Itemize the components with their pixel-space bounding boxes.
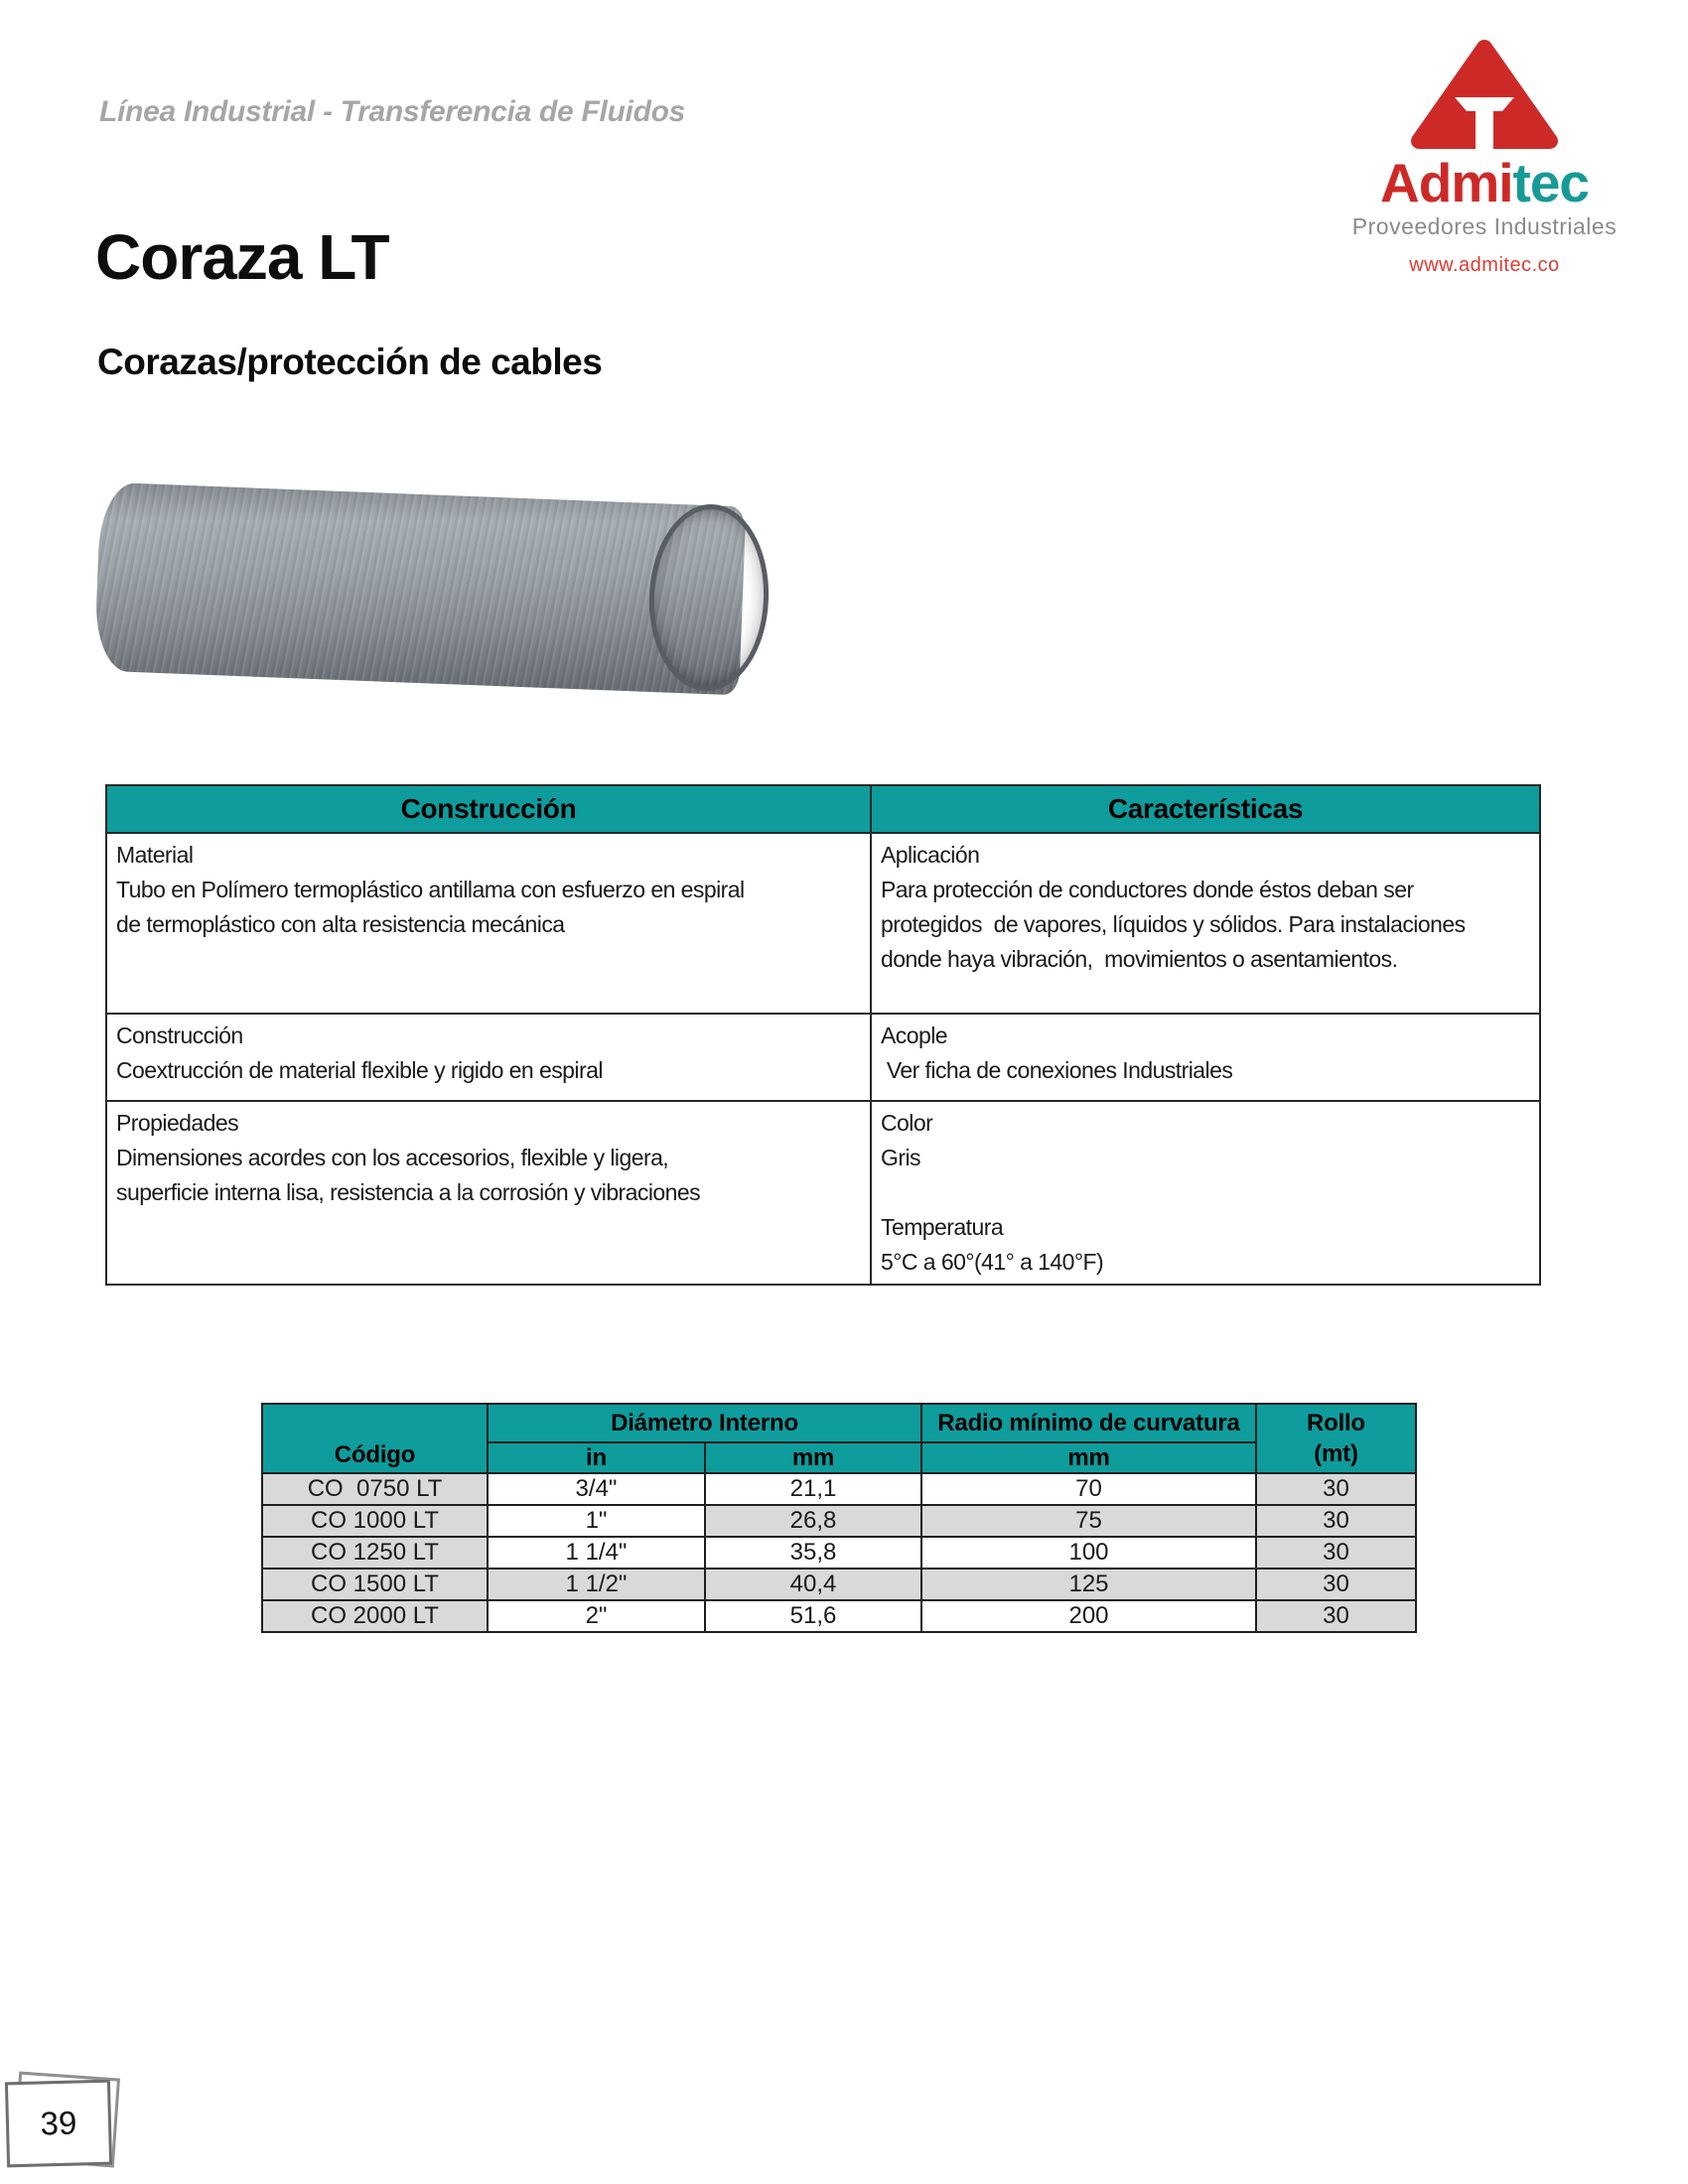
- logo-triangle-icon: [1409, 36, 1560, 153]
- text-line: Para protección de conductores donde éstos deban ser: [881, 877, 1414, 902]
- table-row: [106, 1014, 1540, 1101]
- brand-part-red: Admi: [1380, 152, 1513, 213]
- page-title: Coraza LT: [95, 221, 389, 293]
- cell-codigo: CO 1000 LT: [262, 1505, 488, 1537]
- cell-rollo: 30: [1256, 1537, 1416, 1569]
- product-photo: [97, 486, 782, 705]
- cell-mm: 21,1: [705, 1473, 921, 1505]
- brand-part-teal: tec: [1512, 152, 1589, 213]
- cell-in: 2": [488, 1600, 705, 1632]
- cell-radio: 200: [921, 1600, 1256, 1632]
- text-line: Color: [881, 1110, 933, 1136]
- text-line: Coextrucción de material flexible y rigido en espiral: [116, 1057, 603, 1083]
- spec-subheader-mm: mm: [705, 1442, 921, 1473]
- table-row: [262, 1569, 1416, 1600]
- cell-codigo: CO 0750 LT: [262, 1473, 488, 1505]
- info-table: [105, 784, 1541, 1286]
- section-header: Línea Industrial - Transferencia de Fluidos: [99, 95, 686, 128]
- rollo-unit: (mt): [1314, 1440, 1358, 1467]
- cell-rollo: 30: [1256, 1505, 1416, 1537]
- cell-in: 3/4": [488, 1473, 705, 1505]
- text-line: Acople: [881, 1023, 948, 1048]
- cell-color-temperatura: [871, 1101, 1540, 1285]
- spec-header-rollo: [1256, 1404, 1416, 1473]
- page-subtitle: Corazas/protección de cables: [97, 341, 603, 382]
- table-row: [262, 1473, 1416, 1505]
- text-line: donde haya vibración, movimientos o asentamientos.: [881, 946, 1398, 972]
- website-link[interactable]: www.admitec.co: [1409, 253, 1560, 276]
- brand-wordmark: [1321, 152, 1648, 213]
- cell-radio: 75: [921, 1505, 1256, 1537]
- text-line: Temperatura: [881, 1214, 1004, 1240]
- text-line: Gris: [881, 1145, 920, 1170]
- cell-in: 1": [488, 1505, 705, 1537]
- table-row: [106, 1101, 1540, 1285]
- cell-mm: 51,6: [705, 1600, 921, 1632]
- info-table-header-row: [106, 785, 1540, 833]
- cell-mm: 40,4: [705, 1569, 921, 1600]
- cell-radio: 70: [921, 1473, 1256, 1505]
- cell-in: 1 1/2": [488, 1569, 705, 1600]
- page-number: 39: [40, 2104, 77, 2142]
- cell-mm: 26,8: [705, 1505, 921, 1537]
- table-row: [262, 1505, 1416, 1537]
- text-line: Propiedades: [116, 1110, 239, 1136]
- text-line: Construcción: [116, 1023, 243, 1048]
- table-row: [262, 1537, 1416, 1569]
- cell-codigo: CO 1500 LT: [262, 1569, 488, 1600]
- spec-header-row-1: [262, 1404, 1416, 1442]
- spec-header-radio-curvatura: Radio mínimo de curvatura: [921, 1404, 1256, 1442]
- spec-header-codigo: Código: [262, 1404, 488, 1473]
- text-line: superficie interna lisa, resistencia a la corrosión y vibraciones: [116, 1179, 701, 1205]
- cell-rollo: 30: [1256, 1600, 1416, 1632]
- spec-subheader-radio-mm: mm: [921, 1442, 1256, 1473]
- rollo-label: Rollo: [1307, 1410, 1365, 1436]
- spec-subheader-in: in: [488, 1442, 705, 1473]
- cell-codigo: CO 1250 LT: [262, 1537, 488, 1569]
- text-line: [881, 1175, 1539, 1210]
- cell-radio: 125: [921, 1569, 1256, 1600]
- cell-acople: [871, 1014, 1540, 1101]
- text-line: protegidos de vapores, líquidos y sólidos. Para instalaciones: [881, 911, 1466, 937]
- cell-radio: 100: [921, 1537, 1256, 1569]
- conduit-tube-body: [94, 482, 747, 696]
- text-line: Tubo en Polímero termoplástico antillama con esfuerzo en espiral: [116, 877, 745, 902]
- text-line: Dimensiones acordes con los accesorios, flexible y ligera,: [116, 1145, 669, 1170]
- brand-logo: [1321, 36, 1648, 277]
- cell-aplicacion: [871, 833, 1540, 1014]
- spec-table: [261, 1403, 1417, 1633]
- cell-material: [106, 833, 871, 1014]
- cell-mm: 35,8: [705, 1537, 921, 1569]
- pages-stack-icon: [6, 2071, 120, 2170]
- cell-in: 1 1/4": [488, 1537, 705, 1569]
- cell-codigo: CO 2000 LT: [262, 1600, 488, 1632]
- text-line: Ver ficha de conexiones Industriales: [881, 1057, 1233, 1083]
- info-header-caracteristicas: Características: [871, 785, 1540, 833]
- text-line: Material: [116, 842, 194, 868]
- brand-tagline: Proveedores Industriales: [1351, 212, 1618, 239]
- table-row: [106, 833, 1540, 1014]
- cell-construccion: [106, 1014, 871, 1101]
- info-header-construccion: Construcción: [106, 785, 871, 833]
- cell-rollo: 30: [1256, 1473, 1416, 1505]
- text-line: de termoplástico con alta resistencia mecánica: [116, 911, 565, 937]
- cell-rollo: 30: [1256, 1569, 1416, 1600]
- table-row: [262, 1600, 1416, 1632]
- cell-propiedades: [106, 1101, 871, 1285]
- text-line: Aplicación: [881, 842, 980, 868]
- text-line: 5°C a 60°(41° a 140°F): [881, 1249, 1104, 1275]
- spec-header-diametro-interno: Diámetro Interno: [488, 1404, 921, 1442]
- page-sheet-front: [5, 2080, 112, 2168]
